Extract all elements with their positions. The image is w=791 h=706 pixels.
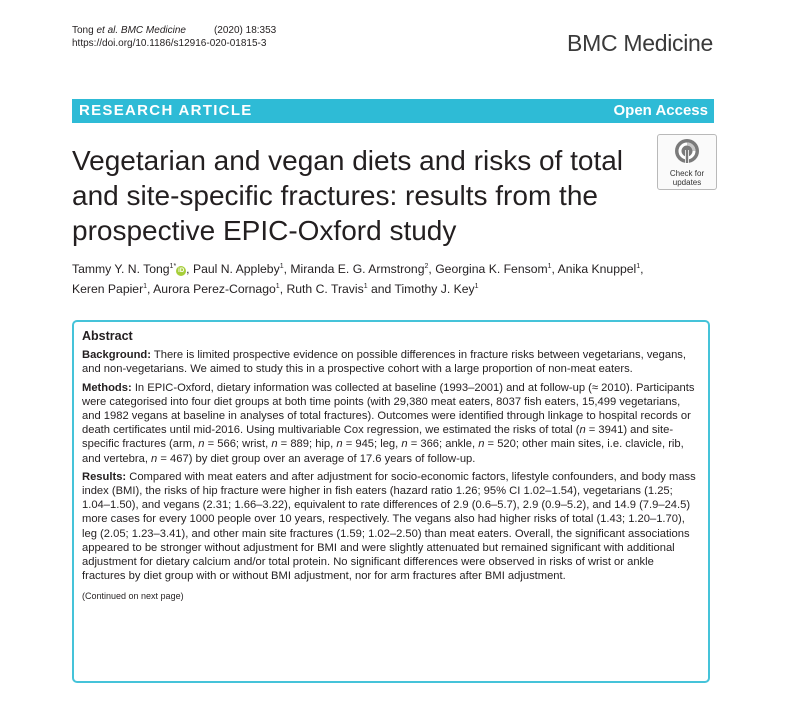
author-name[interactable]: Tammy Y. N. Tong <box>72 262 170 277</box>
article-title: Vegetarian and vegan diets and risks of total and site-specific fractures: results from the prospective EPIC-Oxford study <box>72 145 624 246</box>
orcid-icon[interactable]: iD <box>178 268 185 275</box>
author-affiliation: 1* <box>169 263 177 270</box>
author-name[interactable]: Ruth C. Travis <box>286 282 364 297</box>
citation-author: Tong <box>72 25 94 36</box>
article-type: RESEARCH ARTICLE <box>79 102 253 119</box>
author-name[interactable]: Anika Knuppel <box>557 262 637 277</box>
author-name[interactable]: Miranda E. G. Armstrong <box>290 262 425 277</box>
citation-header <box>72 24 276 50</box>
abstract-results: Results: Compared with meat eaters and after adjustment for socio-economic factors, lifestyle confounders, and body mass index (BMI), the risks of hip fracture were higher in fish eaters (hazard ratio 1.26; 95% CI 1.02–1.54), vegetarians (1.25; 1.04–1.50), and vegans (2.31; 1.66–3.22), equivalent to rate differences of 2.9 (0.6–5.7), 2.9 (0.9–5.2), and 14.9 (7.9–24.5) more cases for every 1000 people over 10 years, respectively. The vegans also had higher risks of total (1.43; 1.20–1.70), leg (2.05; 1.23–3.41), and other main site fractures (1.59; 1.02–2.50) than meat eaters. Overall, the significant associations appeared to be stronger without adjustment for BMI and were slightly attenuated but remained significant with additional adjustment for dietary calcium and/or total protein. No significant differences were observed in risks of wrist or ankle fractures by diet group with or without BMI adjustment, nor for arm fractures after BMI adjustment. <box>82 470 696 583</box>
check-for-updates-label: Check for updates <box>669 169 705 187</box>
author-name[interactable]: Timothy J. Key <box>394 282 475 297</box>
abstract-background: Background: There is limited prospective evidence on possible differences in fracture risks between vegetarians, vegans, and non-vegetarians. We aimed to study this in a prospective cohort with a large proportion of non-meat eaters. <box>82 349 687 376</box>
check-for-updates-icon <box>674 138 700 166</box>
open-access-label: Open Access <box>613 102 708 119</box>
author-name[interactable]: Paul N. Appleby <box>192 262 280 277</box>
abstract-methods: Methods: In EPIC-Oxford, dietary information was collected at baseline (1993–2001) and at follow-up (≈ 2010). Participants were categorised into four diet groups at both time points (with 29,380 meat eaters, 8037 fish eaters, 15,499 vegetarians, and 1982 vegans at baseline in analyses of total fractures). Outcomes were identified through linkage to hospital records or death certificates until mid-2016. Using multivariable Cox regression, we estimated the risks of total (n = 3941) and site-specific fractures (arm, n = 566; wrist, n = 889; hip, n = 945; leg, n = 366; ankle, n = 520; other main sites, i.e. clavicle, rib, and vertebra, n = 467) by diet group over an average of 17.6 years of follow-up. <box>82 381 695 465</box>
author-list: Tammy Y. N. Tong$^{1*}$iD , Paul N. Appleby$^1$, Miranda E. G. Armstrong$^2$, Georgina K. Fensom$^1$, Anika Knuppel$^1$, Keren Papier$^1$, Aurora Perez-Cornago$^1$, Ruth C. Travis$^1$ and Timothy J. Key$^1$ <box>72 262 644 297</box>
check-for-updates-button[interactable] <box>657 134 717 190</box>
abstract-heading: Abstract <box>82 329 133 343</box>
citation-year-volume: (2020) 18:353 <box>213 25 277 36</box>
continued-note: (Continued on next page) <box>82 591 184 602</box>
citation-line <box>72 24 276 37</box>
doi-link[interactable]: https://doi.org/10.1186/s12916-020-01815-3 <box>72 38 267 49</box>
journal-brand: BMC Medicine <box>567 30 713 56</box>
author-name[interactable]: Aurora Perez-Cornago <box>153 282 276 297</box>
abstract-box <box>72 320 710 683</box>
author-name[interactable]: Georgina K. Fensom <box>435 262 548 277</box>
article-type-banner <box>72 99 714 123</box>
citation-journal: et al. BMC Medicine <box>96 25 186 36</box>
author-name[interactable]: Keren Papier <box>72 282 144 297</box>
